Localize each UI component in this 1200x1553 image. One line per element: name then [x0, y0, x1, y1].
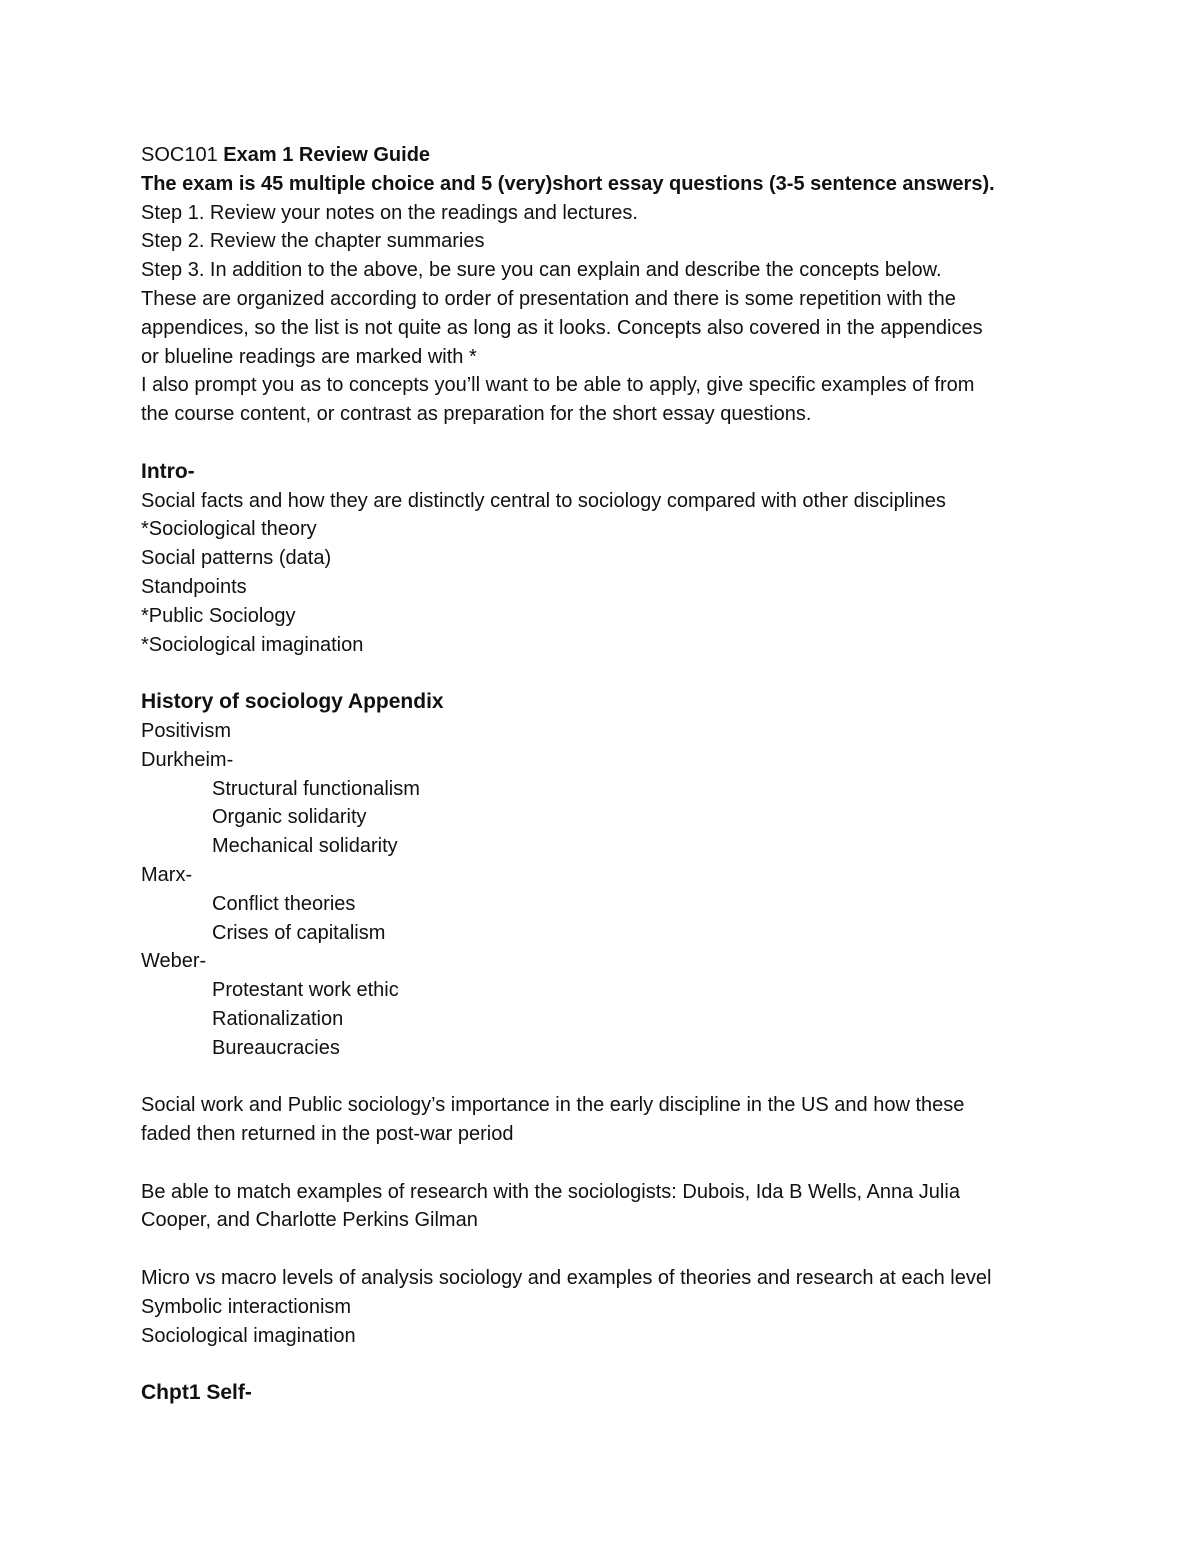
sub-concept-item: Bureaucracies	[212, 1036, 340, 1059]
course-code: SOC101	[141, 144, 218, 166]
instruction-line: or blueline readings are marked with *	[141, 345, 477, 368]
sub-concept-item: Conflict theories	[212, 892, 356, 915]
document-title	[141, 141, 1071, 170]
instruction-line: appendices, so the list is not quite as long as it looks. Concepts also covered in the appendices	[141, 316, 983, 339]
concept-item: Standpoints	[141, 575, 247, 598]
paragraph-line: Micro vs macro levels of analysis sociology and examples of theories and research at each level	[141, 1267, 992, 1290]
sub-concept-item: Structural functionalism	[212, 777, 420, 800]
paragraph-line: Social work and Public sociology’s importance in the early discipline in the US and how these	[141, 1094, 965, 1117]
concept-item: Symbolic interactionism	[141, 1295, 352, 1318]
concept-item: *Sociological theory	[141, 518, 317, 541]
section-heading-history: History of sociology Appendix	[141, 690, 444, 714]
section-heading-intro: Intro-	[141, 459, 195, 483]
sub-concept-item: Protestant work ethic	[212, 979, 399, 1002]
exam-format-line: The exam is 45 multiple choice and 5 (very)short essay questions (3-5 sentence answers).	[141, 172, 995, 195]
document-body	[141, 141, 1071, 1408]
theorist-label-durkheim: Durkheim-	[141, 748, 234, 771]
theorist-label-marx: Marx-	[141, 863, 193, 886]
step-line: Step 2. Review the chapter summaries	[141, 230, 485, 253]
theorist-label-weber: Weber-	[141, 950, 207, 973]
instruction-line: the course content, or contrast as preparation for the short essay questions.	[141, 403, 812, 426]
paragraph-line: Cooper, and Charlotte Perkins Gilman	[141, 1209, 478, 1232]
instruction-line: I also prompt you as to concepts you’ll want to be able to apply, give specific examples of from	[141, 374, 975, 397]
concept-item: *Public Sociology	[141, 604, 296, 627]
section-heading-chapter1: Chpt1 Self-	[141, 1381, 252, 1405]
sub-concept-item: Crises of capitalism	[212, 921, 386, 944]
concept-item: Social facts and how they are distinctly central to sociology compared with other disciplines	[141, 489, 946, 512]
sub-concept-item: Rationalization	[212, 1007, 344, 1030]
concept-item: Social patterns (data)	[141, 547, 332, 570]
paragraph-line: faded then returned in the post-war period	[141, 1123, 514, 1146]
paragraph-line: Be able to match examples of research with the sociologists: Dubois, Ida B Wells, Anna Julia	[141, 1180, 960, 1203]
sub-concept-item: Mechanical solidarity	[212, 835, 398, 858]
spacer	[141, 659, 1071, 688]
title-text: Exam 1 Review Guide	[217, 144, 431, 166]
concept-item: Sociological imagination	[141, 1324, 356, 1347]
spacer	[141, 1149, 1071, 1178]
sub-concept-item: Organic solidarity	[212, 806, 367, 829]
spacer	[141, 429, 1071, 458]
step-line: Step 3. In addition to the above, be sure you can explain and describe the concepts below.	[141, 259, 942, 282]
concept-item: Positivism	[141, 719, 232, 742]
instruction-line: These are organized according to order of presentation and there is some repetition with the	[141, 287, 956, 310]
step-line: Step 1. Review your notes on the readings and lectures.	[141, 201, 638, 224]
concept-item: *Sociological imagination	[141, 633, 364, 656]
spacer	[141, 1063, 1071, 1092]
spacer	[141, 1350, 1071, 1379]
spacer	[141, 1235, 1071, 1264]
